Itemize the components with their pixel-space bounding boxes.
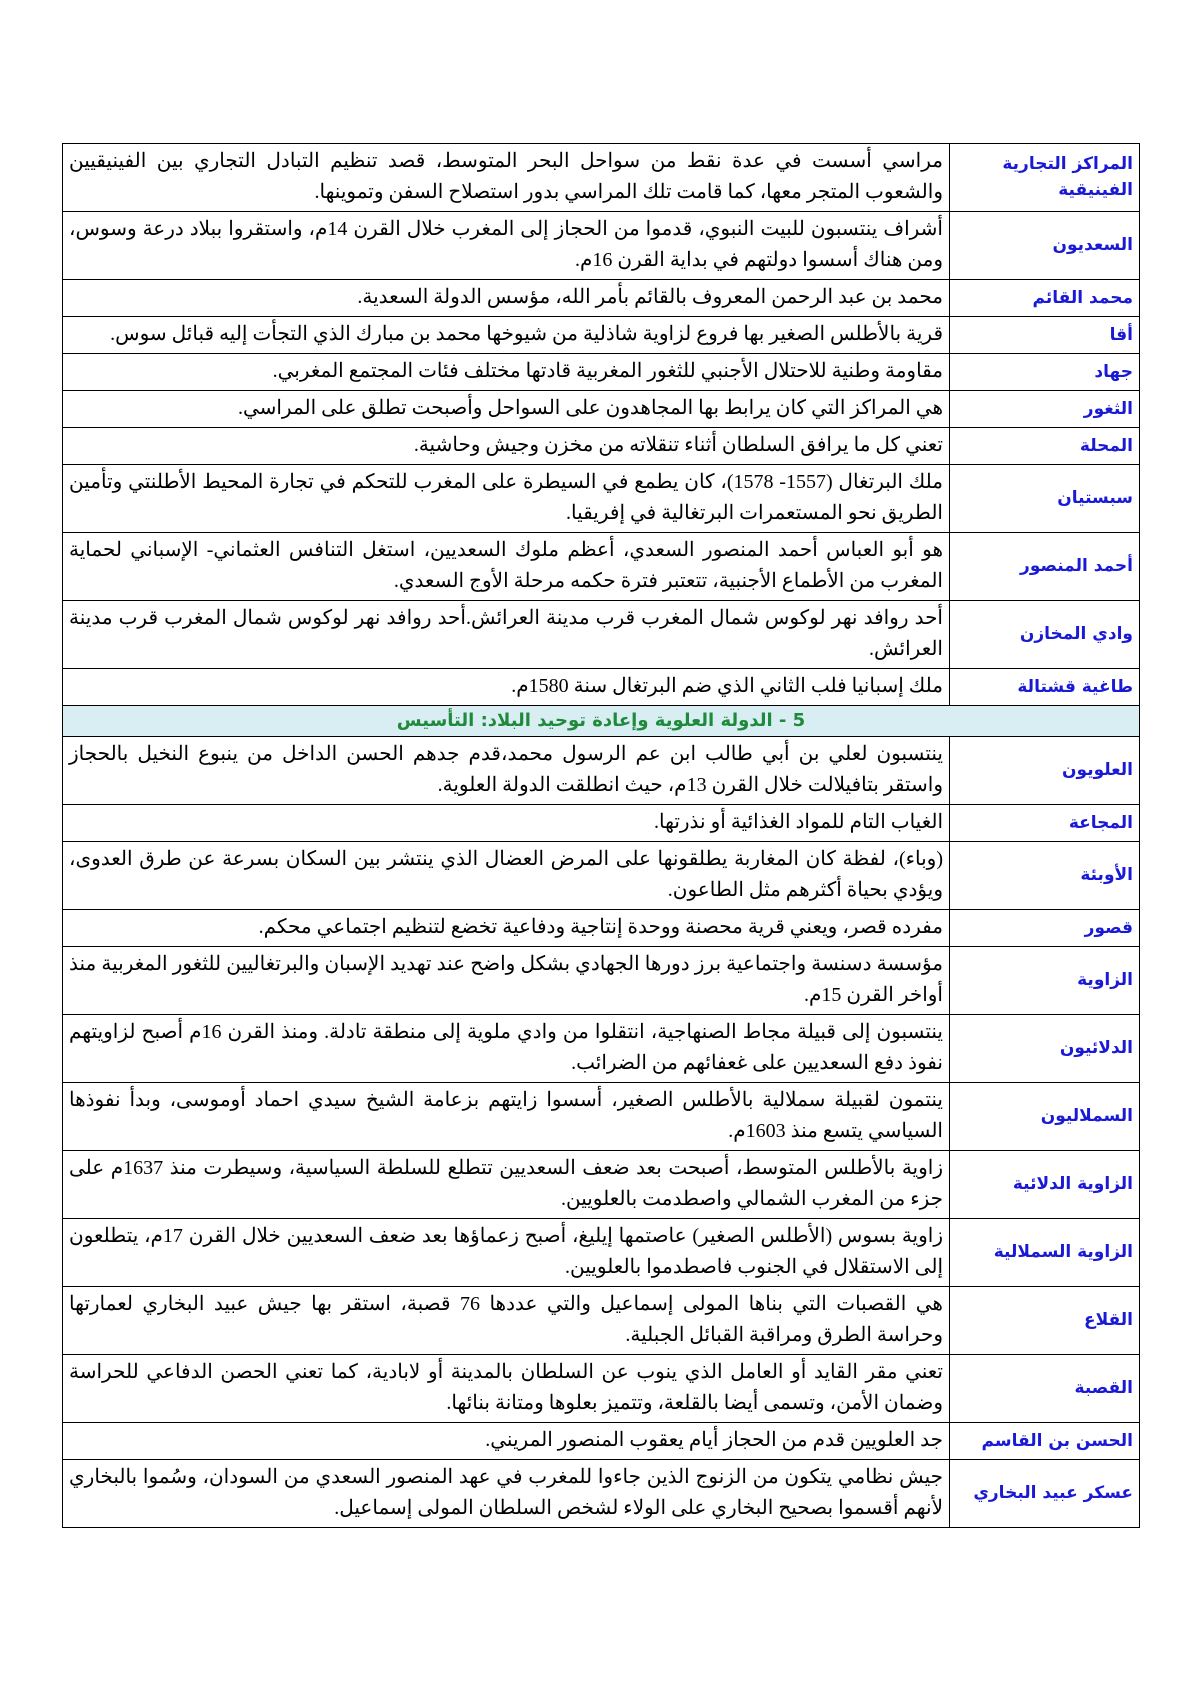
- term-cell: عسكر عبيد البخاري: [950, 1460, 1140, 1528]
- definition-cell: زاوية بالأطلس المتوسط، أصبحت بعد ضعف السعديين تتطلع للسلطة السياسية، وسيطرت منذ 1637م على جزء من المغرب الشمالي واصطدمت بالعلويين.: [63, 1151, 950, 1219]
- term-cell: الأوبئة: [950, 842, 1140, 910]
- page: [62, 143, 1140, 1528]
- term-cell: السملاليون: [950, 1083, 1140, 1151]
- term-cell: أحمد المنصور: [950, 533, 1140, 601]
- term-cell: محمد القائم: [950, 280, 1140, 317]
- term-cell: الثغور: [950, 391, 1140, 428]
- definition-cell: مؤسسة دسنسة واجتماعية برز دورها الجهادي بشكل واضح عند تهديد الإسبان والبرتغاليين للثغور المغربية منذ أواخر القرن 15م.: [63, 947, 950, 1015]
- definition-cell: تعني مقر القايد أو العامل الذي ينوب عن السلطان بالمدينة أو لابادية، كما تعني الحصن الدفاعي للحراسة وضمان الأمن، وتسمى أيضا بالقلعة، وتتميز بعلوها ومتانة بنائها.: [63, 1355, 950, 1423]
- table-row: [63, 947, 1140, 1015]
- definition-cell: ينتسبون إلى قبيلة مجاط الصنهاجية، انتقلوا من وادي ملوية إلى منطقة تادلة. ومنذ القرن 16م أصبح لزاويتهم نفوذ دفع السعديين على غعفائهم من الضرائب.: [63, 1015, 950, 1083]
- term-cell: الدلائيون: [950, 1015, 1140, 1083]
- definition-cell: جد العلويين قدم من الحجاز أيام يعقوب المنصور المريني.: [63, 1423, 950, 1460]
- definition-cell: قرية بالأطلس الصغير بها فروع لزاوية شاذلية من شيوخها محمد بن مبارك الذي التجأت إليه قبائل سوس.: [63, 317, 950, 354]
- table-row: [63, 1287, 1140, 1355]
- definition-cell: أحد روافد نهر لوكوس شمال المغرب قرب مدينة العرائش.أحد روافد نهر لوكوس شمال المغرب قرب مدينة العرائش.: [63, 601, 950, 669]
- definition-cell: ينتمون لقبيلة سملالية بالأطلس الصغير، أسسوا زايتهم بزعامة الشيخ سيدي احماد أوموسى، وبدأ نفوذها السياسي يتسع منذ 1603م.: [63, 1083, 950, 1151]
- term-cell: المحلة: [950, 428, 1140, 465]
- definition-cell: جيش نظامي يتكون من الزنوج الذين جاءوا للمغرب في عهد المنصور السعدي من السودان، وسُموا بالبخاري لأنهم أقسموا بصحيح البخاري على الولاء لشخص السلطان المولى إسماعيل.: [63, 1460, 950, 1528]
- definition-cell: مقاومة وطنية للاحتلال الأجنبي للثغور المغربية قادتها مختلف فئات المجتمع المغربي.: [63, 354, 950, 391]
- definition-cell: زاوية بسوس (الأطلس الصغير) عاصتمها إيليغ، أصبح زعماؤها بعد ضعف السعديين خلال القرن 17م، يتطلعون إلى الاستقلال في الجنوب فاصطدموا بالعلويين.: [63, 1219, 950, 1287]
- term-cell: وادي المخازن: [950, 601, 1140, 669]
- definition-cell: أشراف ينتسبون للبيت النبوي، قدموا من الحجاز إلى المغرب خلال القرن 14م، واستقروا ببلاد درعة وسوس، ومن هناك أسسوا دولتهم في بداية القرن 16م.: [63, 212, 950, 280]
- table-row: [63, 1423, 1140, 1460]
- term-cell: المراكز التجارية الفينيقية: [950, 144, 1140, 212]
- term-cell: المجاعة: [950, 805, 1140, 842]
- term-cell: سبستيان: [950, 465, 1140, 533]
- table-row: [63, 910, 1140, 947]
- glossary-table: [62, 143, 1140, 1528]
- table-row: [63, 737, 1140, 805]
- definition-cell: هي القصبات التي بناها المولى إسماعيل والتي عددها 76 قصبة، استقر بها جيش عبيد البخاري لعمارتها وحراسة الطرق ومراقبة القبائل الجبلية.: [63, 1287, 950, 1355]
- table-row: [63, 317, 1140, 354]
- term-cell: الزاوية الدلائية: [950, 1151, 1140, 1219]
- table-row: [63, 212, 1140, 280]
- table-row: [63, 144, 1140, 212]
- table-row: [63, 1219, 1140, 1287]
- table-row: [63, 280, 1140, 317]
- term-cell: جهاد: [950, 354, 1140, 391]
- table-row: [63, 465, 1140, 533]
- section-header-row: [63, 706, 1140, 737]
- term-cell: القلاع: [950, 1287, 1140, 1355]
- table-row: [63, 842, 1140, 910]
- term-cell: الزاوية: [950, 947, 1140, 1015]
- term-cell: القصبة: [950, 1355, 1140, 1423]
- term-cell: قصور: [950, 910, 1140, 947]
- table-row: [63, 805, 1140, 842]
- table-row: [63, 1151, 1140, 1219]
- table-row: [63, 601, 1140, 669]
- table-row: [63, 533, 1140, 601]
- table-row: [63, 1015, 1140, 1083]
- term-cell: أقا: [950, 317, 1140, 354]
- definition-cell: تعني كل ما يرافق السلطان أثناء تنقلاته من مخزن وجيش وحاشية.: [63, 428, 950, 465]
- table-row: [63, 354, 1140, 391]
- term-cell: الزاوية السملالية: [950, 1219, 1140, 1287]
- definition-cell: ينتسبون لعلي بن أبي طالب ابن عم الرسول محمد،قدم جدهم الحسن الداخل من ينبوع النخيل بالحجاز واستقر بتافيلالت خلال القرن 13م، حيث انطلقت الدولة العلوية.: [63, 737, 950, 805]
- section-title: 5 - الدولة العلوية وإعادة توحيد البلاد: التأسيس: [63, 706, 1140, 737]
- definition-cell: مفرده قصر، ويعني قرية محصنة ووحدة إنتاجية ودفاعية تخضع لتنظيم اجتماعي محكم.: [63, 910, 950, 947]
- definition-cell: مراسي أسست في عدة نقط من سواحل البحر المتوسط، قصد تنظيم التبادل التجاري بين الفينيقيين والشعوب المتجر معها، كما قامت تلك المراسي بدور استصلاح السفن وتموينها.: [63, 144, 950, 212]
- table-row: [63, 1355, 1140, 1423]
- term-cell: العلويون: [950, 737, 1140, 805]
- table-row: [63, 669, 1140, 706]
- term-cell: طاغية قشتالة: [950, 669, 1140, 706]
- definition-cell: هو أبو العباس أحمد المنصور السعدي، أعظم ملوك السعديين، استغل التنافس العثماني- الإسباني لحماية المغرب من الأطماع الأجنبية، تتعتبر فترة حكمه مرحلة الأوج السعدي.: [63, 533, 950, 601]
- table-row: [63, 1460, 1140, 1528]
- definition-cell: محمد بن عبد الرحمن المعروف بالقائم بأمر الله، مؤسس الدولة السعدية.: [63, 280, 950, 317]
- table-row: [63, 428, 1140, 465]
- table-row: [63, 1083, 1140, 1151]
- term-cell: الحسن بن القاسم: [950, 1423, 1140, 1460]
- definition-cell: (وباء)، لفظة كان المغاربة يطلقونها على المرض العضال الذي ينتشر بين السكان بسرعة عن طرق العدوى، ويؤدي بحياة أكثرهم مثل الطاعون.: [63, 842, 950, 910]
- definition-cell: ملك البرتغال (1557- 1578)، كان يطمع في السيطرة على المغرب للتحكم في تجارة المحيط الأطلنتي وتأمين الطريق نحو المستعمرات البرتغالية في إفريقيا.: [63, 465, 950, 533]
- definition-cell: هي المراكز التي كان يرابط بها المجاهدون على السواحل وأصبحت تطلق على المراسي.: [63, 391, 950, 428]
- table-row: [63, 391, 1140, 428]
- term-cell: السعديون: [950, 212, 1140, 280]
- definition-cell: الغياب التام للمواد الغذائية أو نذرتها.: [63, 805, 950, 842]
- definition-cell: ملك إسبانيا فلب الثاني الذي ضم البرتغال سنة 1580م.: [63, 669, 950, 706]
